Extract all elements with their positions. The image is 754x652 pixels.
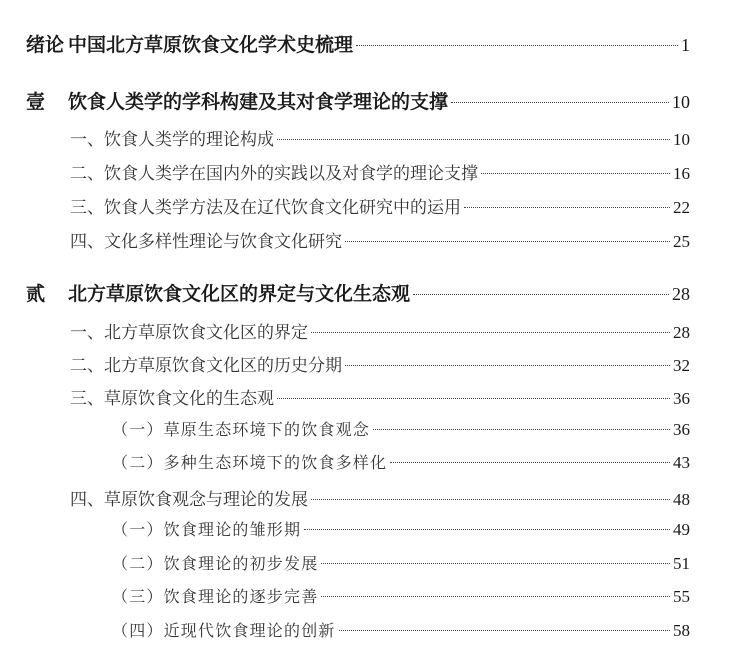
toc-leader-dots (277, 139, 670, 140)
toc-page-number: 32 (673, 356, 690, 375)
toc-leader-dots (413, 294, 669, 295)
toc-leader-dots (311, 499, 670, 500)
toc-leader-dots (481, 173, 670, 174)
toc-section-title: 四、文化多样性理论与饮食文化研究 (70, 232, 342, 252)
toc-page-number: 43 (673, 453, 690, 472)
toc-page-number: 58 (673, 621, 690, 640)
toc-leader-dots (311, 332, 670, 333)
toc-page-number: 51 (673, 554, 690, 573)
toc-page-number: 36 (673, 389, 690, 408)
toc-section-title: 二、北方草原饮食文化区的历史分期 (70, 356, 342, 376)
toc-page-number: 25 (673, 232, 690, 251)
toc-subsection-title: （二）饮食理论的初步发展 (112, 554, 319, 573)
toc-subsection (112, 417, 690, 440)
toc-leader-dots (356, 45, 678, 46)
toc-subsection-title: （三）饮食理论的逐步完善 (112, 587, 319, 606)
toc-chapter-title: 北方草原饮食文化区的界定与文化生态观 (68, 283, 411, 305)
toc-section (70, 384, 690, 409)
toc-section-title: 一、北方草原饮食文化区的界定 (70, 323, 308, 343)
toc-chapter-title: 饮食人类学的学科构建及其对食学理论的支撑 (68, 91, 449, 113)
toc-chapter-2 (26, 279, 690, 306)
toc-chapter-1 (26, 87, 690, 114)
toc-page-number: 36 (673, 420, 690, 439)
toc-chapter-title: 中国北方草原饮食文化学术史梳理 (68, 34, 354, 56)
toc-section (70, 193, 690, 218)
toc-section (70, 318, 690, 343)
toc-section (70, 227, 690, 252)
toc-chapter-number: 壹 (26, 91, 46, 113)
toc-leader-dots (321, 596, 670, 597)
toc-page-number: 49 (673, 520, 690, 539)
toc-chapter-intro (26, 30, 690, 57)
toc-page-number: 22 (673, 198, 690, 217)
toc-section-title: 四、草原饮食观念与理论的发展 (70, 490, 308, 510)
toc-leader-dots (339, 630, 670, 631)
toc-subsection (112, 618, 690, 641)
toc-subsection (112, 450, 690, 473)
toc-page-number: 10 (672, 92, 690, 112)
toc-leader-dots (373, 429, 670, 430)
toc-section (70, 485, 690, 510)
toc-section (70, 125, 690, 150)
toc-chapter-number: 绪论 (26, 34, 65, 56)
toc-subsection-title: （一）饮食理论的雏形期 (112, 520, 302, 539)
toc-subsection-title: （二）多种生态环境下的饮食多样化 (112, 453, 388, 472)
toc-subsection (112, 517, 690, 540)
toc-leader-dots (345, 365, 670, 366)
toc-chapter-number: 贰 (26, 283, 46, 305)
toc-leader-dots (277, 398, 670, 399)
toc-leader-dots (390, 462, 670, 463)
toc-subsection-title: （四）近现代饮食理论的创新 (112, 621, 336, 640)
toc-section-title: 一、饮食人类学的理论构成 (70, 130, 274, 150)
toc-page-number: 28 (673, 323, 690, 342)
toc-page-number: 10 (673, 130, 690, 149)
toc-leader-dots (451, 102, 669, 103)
toc-leader-dots (321, 563, 670, 564)
toc-leader-dots (304, 529, 670, 530)
toc-leader-dots (345, 241, 670, 242)
toc-page-number: 48 (673, 490, 690, 509)
toc-section-title: 三、草原饮食文化的生态观 (70, 389, 274, 409)
toc-page-number: 16 (673, 164, 690, 183)
toc-subsection (112, 584, 690, 607)
toc-section (70, 159, 690, 184)
toc-subsection (112, 551, 690, 574)
toc-page-number: 1 (681, 35, 690, 55)
toc-page-number: 28 (672, 284, 690, 304)
toc-section-title: 三、饮食人类学方法及在辽代饮食文化研究中的运用 (70, 198, 461, 218)
toc-section-title: 二、饮食人类学在国内外的实践以及对食学的理论支撑 (70, 164, 478, 184)
toc-leader-dots (464, 207, 670, 208)
toc-subsection-title: （一）草原生态环境下的饮食观念 (112, 420, 371, 439)
toc-section (70, 351, 690, 376)
toc-page-number: 55 (673, 587, 690, 606)
